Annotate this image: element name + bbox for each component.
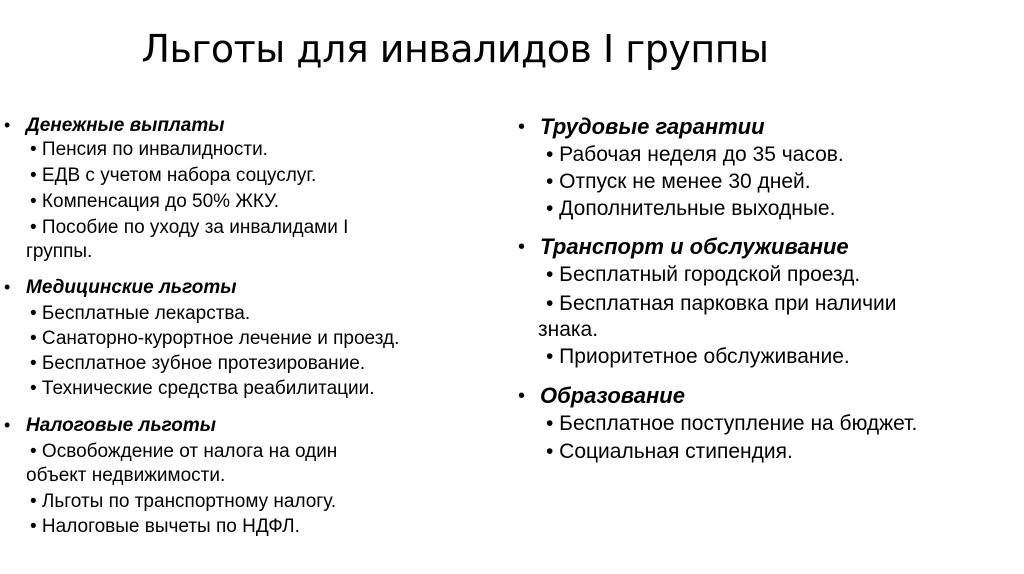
- slide-title: Льготы для инвалидов I группы: [141, 27, 769, 71]
- list-item: • Налоговые вычеты по НДФЛ.: [30, 516, 300, 537]
- list-item: • Пособие по уходу за инвалидами I: [30, 217, 349, 238]
- list-item: • Бесплатная парковка при наличии: [546, 292, 897, 315]
- section-heading: Медицинские льготы: [26, 277, 237, 298]
- list-item: объект недвижимости.: [26, 465, 226, 486]
- list-item: • Компенсация до 50% ЖКУ.: [30, 191, 279, 212]
- section-heading: Трудовые гарантии: [540, 114, 765, 139]
- list-item: • Отпуск не менее 30 дней.: [546, 170, 811, 193]
- list-item: • Социальная стипендия.: [546, 440, 793, 463]
- list-item: • Приоритетное обслуживание.: [546, 345, 850, 368]
- bullet-icon: •: [4, 415, 11, 435]
- list-item: • Бесплатное зубное протезирование.: [30, 353, 366, 374]
- bullet-icon: •: [518, 385, 526, 407]
- list-item: • Бесплатное поступление на бюджет.: [546, 412, 918, 435]
- list-item: группы.: [26, 241, 93, 262]
- list-item: • Санаторно-курортное лечение и проезд.: [30, 328, 400, 349]
- list-item: • ЕДВ с учетом набора соцуслуг.: [30, 165, 317, 186]
- section-heading: Налоговые льготы: [26, 415, 217, 436]
- section-heading: Денежные выплаты: [26, 115, 225, 136]
- list-item: • Бесплатные лекарства.: [30, 303, 251, 324]
- list-item: • Бесплатный городской проезд.: [546, 263, 861, 286]
- section-heading: Образование: [540, 383, 685, 408]
- list-item: • Льготы по транспортному налогу.: [30, 491, 337, 512]
- list-item: • Рабочая неделя до 35 часов.: [546, 143, 844, 166]
- section-heading: Транспорт и обслуживание: [540, 234, 849, 259]
- list-item: • Освобождение от налога на один: [30, 441, 338, 462]
- list-item: • Пенсия по инвалидности.: [30, 139, 268, 160]
- list-item: знака.: [538, 318, 599, 341]
- bullet-icon: •: [4, 277, 11, 297]
- list-item: • Технические средства реабилитации.: [30, 378, 375, 399]
- bullet-icon: •: [4, 115, 11, 135]
- bullet-icon: •: [518, 236, 526, 258]
- list-item: • Дополнительные выходные.: [546, 197, 836, 220]
- bullet-icon: •: [518, 116, 526, 138]
